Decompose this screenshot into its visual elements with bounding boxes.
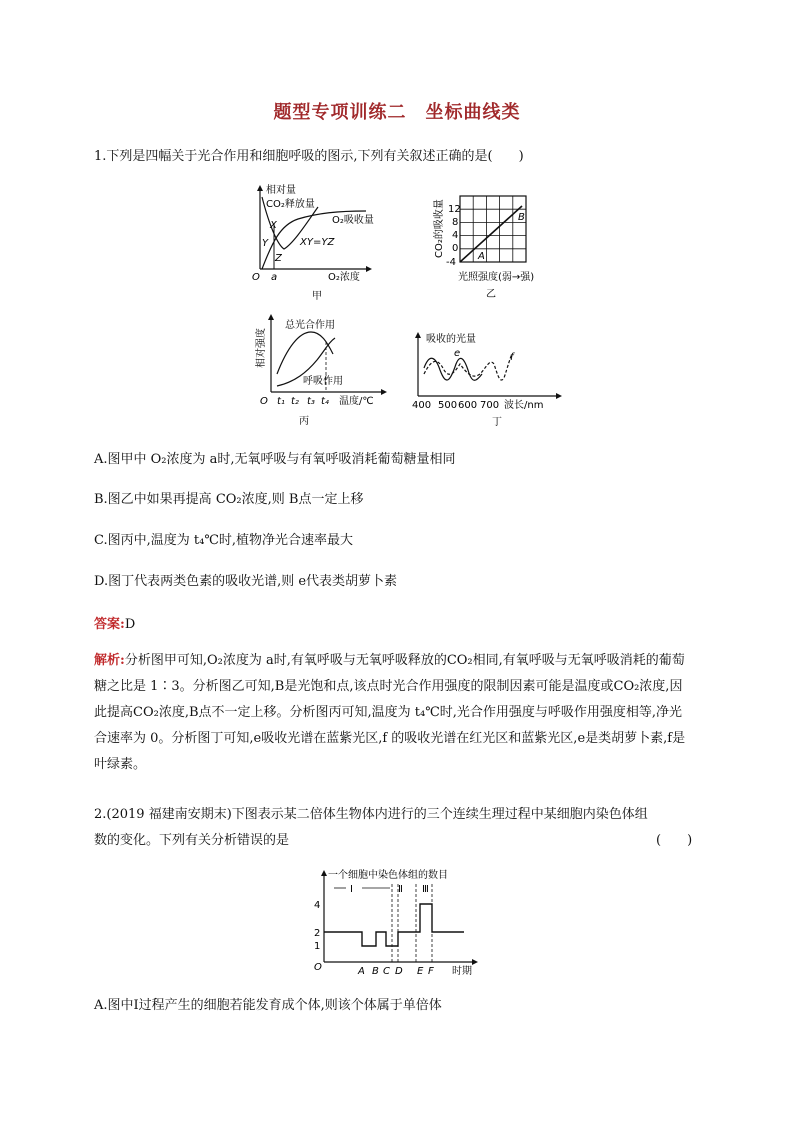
answer-value: D [124, 617, 136, 632]
q2-o: O [314, 962, 322, 973]
yi-caption: 乙 [486, 289, 496, 300]
q2-tick-1: 1 [314, 941, 321, 952]
yi-tick-0: 0 [452, 243, 459, 254]
q2-tick-4: 4 [314, 900, 321, 911]
bing-t4: t₄ [321, 396, 329, 407]
jia-a: a [271, 272, 278, 283]
phase-2: Ⅱ [398, 884, 403, 895]
yi-a: A [478, 251, 485, 262]
jia-o: O [252, 272, 260, 283]
ding-tick-500: 500 [438, 400, 458, 411]
yi-b: B [518, 212, 525, 223]
q1-explanation [94, 648, 694, 778]
bing-caption: 丙 [299, 416, 309, 427]
total-photo-curve [277, 332, 333, 374]
bing-o: O [260, 396, 268, 407]
yi-ylabel: CO₂的吸收量 [434, 199, 445, 258]
ding-e: e [454, 348, 461, 359]
jia-co2-label: CO₂释放量 [266, 199, 315, 210]
ding-caption: 丁 [492, 417, 502, 428]
phase-1: Ⅰ [350, 884, 353, 895]
q2-ylabel: 一个细胞中染色体组的数目 [328, 870, 448, 881]
q2-point-f: F [428, 966, 434, 977]
q2-point-d: D [395, 966, 403, 977]
yi-tick-neg4: -4 [446, 257, 456, 268]
figure-q2 [306, 866, 496, 978]
jia-xlabel: O₂浓度 [328, 272, 360, 283]
phase-3: Ⅲ [422, 884, 429, 895]
ding-xlabel: 波长/nm [504, 400, 544, 411]
answer-label: 答案: [94, 617, 125, 632]
ding-ylabel: 吸收的光量 [426, 334, 476, 345]
q2-option-a: A.图中Ⅰ过程产生的细胞若能发育成个体,则该个体属于单倍体 [94, 998, 442, 1013]
ding-f: f [510, 352, 514, 363]
q1-option-b: B.图乙中如果再提高 CO₂浓度,则 B点一定上移 [94, 492, 364, 507]
yi-xlabel: 光照强度(弱→强) [458, 272, 535, 283]
jia-o2-label: O₂吸收量 [332, 215, 374, 226]
q1-option-d: D.图丁代表两类色素的吸收光谱,则 e代表类胡萝卜素 [94, 574, 398, 589]
bing-t3: t₃ [307, 396, 315, 407]
q2-point-a: A [358, 966, 365, 977]
figure-ding [410, 328, 570, 428]
q2-tick-2: 2 [314, 928, 321, 939]
q1-option-a: A.图甲中 O₂浓度为 a时,无氧呼吸与有氧呼吸消耗葡萄糖量相同 [94, 452, 456, 467]
explain-label: 解析: [94, 653, 125, 668]
jia-x: X [270, 220, 277, 231]
q2-point-b: B [372, 966, 379, 977]
q1-answer [94, 613, 135, 632]
figure-bing [255, 312, 395, 427]
bing-resp: 呼吸作用 [303, 376, 343, 387]
jia-z: Z [275, 253, 282, 264]
q2-stem-line1: 2.(2019 福建南安期末)下图表示某二倍体生物体内进行的三个连续生理过程中某细胞内染色体组 [94, 807, 648, 822]
jia-caption: 甲 [312, 291, 322, 302]
bing-t2: t₂ [291, 396, 299, 407]
bing-xlabel: 温度/℃ [339, 396, 374, 407]
figure-yi [430, 190, 550, 300]
f-curve [424, 354, 512, 380]
jia-y: Y [262, 238, 269, 249]
ding-tick-700: 700 [480, 400, 500, 411]
yi-tick-8: 8 [452, 217, 459, 228]
bing-total: 总光合作用 [285, 320, 335, 331]
q2-xlabel: 时期 [452, 966, 472, 977]
ding-tick-600: 600 [458, 400, 478, 411]
figure-jia [248, 183, 378, 303]
q2-point-c: C [383, 966, 390, 977]
jia-ylabel: 相对量 [266, 185, 296, 196]
q1-option-c: C.图丙中,温度为 t₄℃时,植物净光合速率最大 [94, 533, 353, 548]
yi-tick-4: 4 [452, 230, 459, 241]
jia-eq: XY=YZ [300, 237, 335, 248]
yi-tick-12: 12 [448, 204, 461, 215]
ding-tick-400: 400 [412, 400, 432, 411]
q2-answer-paren: ( ) [656, 833, 693, 848]
explain-text: 分析图甲可知,O₂浓度为 a时,有氧呼吸与无氧呼吸释放的CO₂相同,有氧呼吸与无氧呼吸消耗的葡萄糖之比是 1∶3。分析图乙可知,B是光饱和点,该点时光合作用强度的限制因素可能是温度或CO₂浓度,因此提高CO₂浓度,B点不一定上移。分析图丙可知,温度为 t₄℃时,光合作用强度与呼吸作用强度相等,净光合速率为 0。分析图丁可知,e吸收光谱在蓝紫光区,f 的吸收光谱在红光区和蓝紫光区,e是类胡萝卜素,f是叶绿素。 [94, 653, 686, 772]
chromosome-line [324, 904, 464, 946]
q2-stem-line2: 数的变化。下列有关分析错误的是 [94, 833, 290, 848]
q1-stem: 1.下列是四幅关于光合作用和细胞呼吸的图示,下列有关叙述正确的是( ) [94, 149, 524, 164]
page-title: 题型专项训练二 坐标曲线类 [273, 102, 521, 123]
bing-ylabel: 相对强度 [256, 328, 267, 368]
bing-t1: t₁ [277, 396, 285, 407]
q2-point-e: E [417, 966, 424, 977]
